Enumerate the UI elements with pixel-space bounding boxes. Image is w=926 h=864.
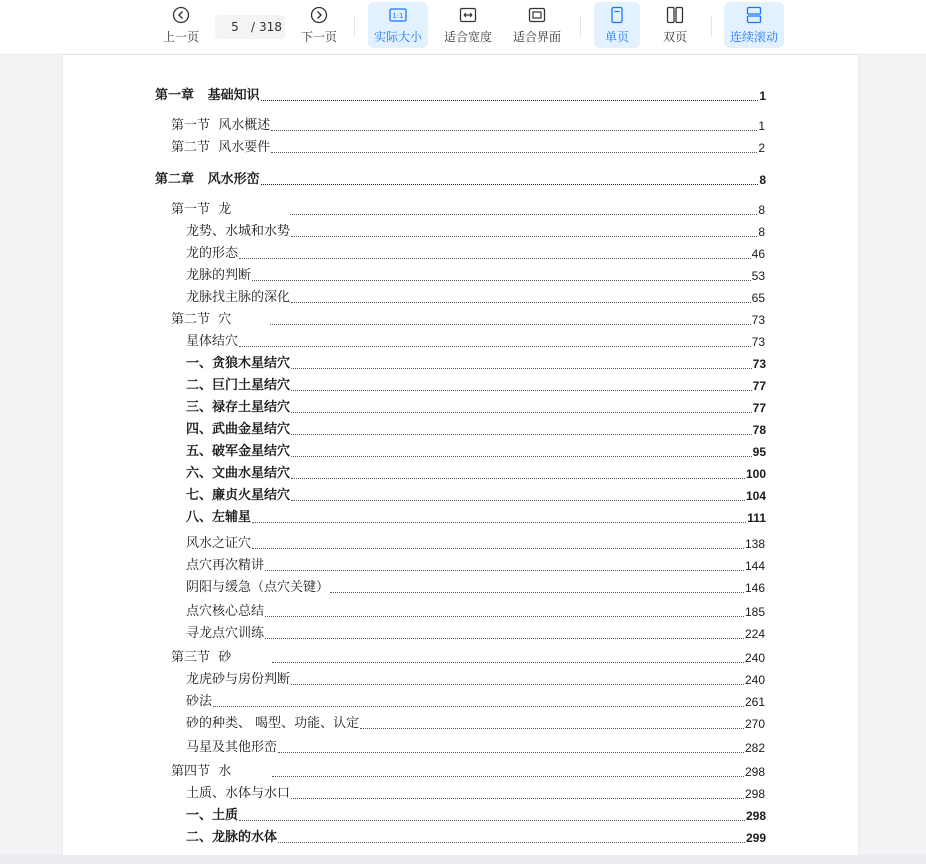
toc-entry-page-number: 1 xyxy=(758,119,765,133)
fit-page-label: 适合界面 xyxy=(512,29,561,44)
toc-entry[interactable] xyxy=(186,422,766,438)
table-of-contents xyxy=(63,55,858,855)
toc-entry-page-number: 78 xyxy=(752,423,766,437)
toc-leader-dots xyxy=(265,637,744,639)
page-separator: / xyxy=(251,20,256,34)
toc-entry-page-number: 2 xyxy=(758,141,765,155)
toc-entry[interactable] xyxy=(171,140,765,156)
toc-entry-page-number: 73 xyxy=(751,335,765,349)
fit-width-icon xyxy=(459,6,477,24)
toc-leader-dots xyxy=(261,183,759,185)
toc-entry-title: 阴阳与缓急（点穴关键） xyxy=(186,580,330,595)
toc-entry-title: 第一节 龙 xyxy=(171,202,232,217)
toc-entry[interactable] xyxy=(171,118,765,134)
toc-entry-page-number: 144 xyxy=(744,559,765,573)
toc-leader-dots xyxy=(330,591,744,593)
toc-entry[interactable] xyxy=(186,378,766,394)
chevron-left-circle-icon xyxy=(172,6,190,24)
toc-entry-page-number: 46 xyxy=(751,247,765,261)
toc-entry-page-number: 77 xyxy=(752,379,766,393)
toc-leader-dots xyxy=(271,151,757,153)
toc-entry-page-number: 100 xyxy=(745,467,766,481)
toc-entry-page-number: 185 xyxy=(744,605,765,619)
toc-leader-dots xyxy=(291,301,751,303)
document-page xyxy=(63,55,858,855)
toolbar-divider xyxy=(580,15,581,37)
toc-leader-dots xyxy=(252,547,744,549)
toc-entry-title: 六、文曲水星结穴 xyxy=(186,466,291,481)
toc-entry-page-number: 8 xyxy=(758,225,765,239)
toc-leader-dots xyxy=(265,569,744,571)
toc-entry[interactable] xyxy=(171,202,765,218)
toc-leader-dots xyxy=(252,521,746,523)
toc-entry-title: 龙脉找主脉的深化 xyxy=(186,290,291,305)
next-page-label: 下一页 xyxy=(300,29,337,44)
toc-entry[interactable] xyxy=(171,650,765,666)
toc-entry[interactable] xyxy=(186,246,765,262)
toc-leader-dots xyxy=(290,213,757,215)
toc-entry-title: 四、武曲金星结穴 xyxy=(186,422,291,437)
toc-entry-page-number: 240 xyxy=(744,651,765,665)
toc-entry-title: 第一章 基础知识 xyxy=(155,88,260,103)
toc-entry-title: 五、破军金星结穴 xyxy=(186,444,291,459)
page-indicator xyxy=(215,15,285,39)
toc-entry-title: 第四节 水 xyxy=(171,764,232,779)
toc-entry[interactable] xyxy=(186,466,766,482)
toc-entry-page-number: 224 xyxy=(744,627,765,641)
page-total: 318 xyxy=(259,20,282,34)
toc-leader-dots xyxy=(291,499,745,501)
toc-entry-title: 寻龙点穴训练 xyxy=(186,626,265,641)
toc-leader-dots xyxy=(291,411,752,413)
toc-entry-title: 砂的种类、 喝型、功能、认定 xyxy=(186,716,360,731)
toc-entry-title: 八、左辅星 xyxy=(186,510,252,525)
single-page-label: 单页 xyxy=(604,29,629,44)
actual-size-label: 实际大小 xyxy=(373,29,422,44)
toc-entry[interactable] xyxy=(186,510,766,526)
double-page-button[interactable] xyxy=(652,2,698,48)
toc-entry-title: 点穴核心总结 xyxy=(186,604,265,619)
prev-page-label: 上一页 xyxy=(162,29,199,44)
toc-leader-dots xyxy=(270,323,750,325)
toc-entry[interactable] xyxy=(186,786,765,802)
toc-leader-dots xyxy=(291,389,752,391)
toc-leader-dots xyxy=(213,705,744,707)
toc-entry-page-number: 298 xyxy=(744,765,765,779)
toc-entry-page-number: 298 xyxy=(744,787,765,801)
toc-leader-dots xyxy=(239,819,745,821)
toc-leader-dots xyxy=(278,841,745,843)
toc-entry-title: 龙虎砂与房份判断 xyxy=(186,672,291,687)
toc-entry-page-number: 1 xyxy=(759,89,766,103)
toc-entry[interactable] xyxy=(186,604,765,620)
double-page-icon xyxy=(666,6,684,24)
toc-entry[interactable] xyxy=(186,334,765,350)
toc-leader-dots xyxy=(272,775,744,777)
toc-entry[interactable] xyxy=(186,626,765,642)
toc-entry-page-number: 282 xyxy=(744,741,765,755)
toc-leader-dots xyxy=(261,99,759,101)
single-page-icon xyxy=(608,6,626,24)
toc-entry[interactable] xyxy=(186,444,766,460)
toc-entry-title: 第一节 风水概述 xyxy=(171,118,271,133)
toc-entry-title: 一、贪狼木星结穴 xyxy=(186,356,291,371)
toc-entry-page-number: 146 xyxy=(744,581,765,595)
fit-page-icon xyxy=(528,6,546,24)
toc-leader-dots xyxy=(291,235,757,237)
toc-entry-title: 第二节 穴 xyxy=(171,312,232,327)
toc-entry-title: 七、廉贞火星结穴 xyxy=(186,488,291,503)
toc-entry[interactable] xyxy=(155,172,766,188)
toc-entry-title: 砂法 xyxy=(186,694,213,709)
toc-entry[interactable] xyxy=(171,312,765,328)
page-number-input[interactable] xyxy=(223,20,247,34)
toc-entry[interactable] xyxy=(186,558,765,574)
toc-entry-title: 龙脉的判断 xyxy=(186,268,252,283)
toc-entry-page-number: 8 xyxy=(759,173,766,187)
toc-entry-title: 第三节 砂 xyxy=(171,650,232,665)
toc-entry[interactable] xyxy=(186,672,765,688)
toc-entry-title: 星体结穴 xyxy=(186,334,239,349)
toc-entry-page-number: 65 xyxy=(751,291,765,305)
toc-entry[interactable] xyxy=(186,716,765,732)
toc-entry-title: 风水之证穴 xyxy=(186,536,252,551)
toc-entry[interactable] xyxy=(186,694,765,710)
toc-entry-page-number: 8 xyxy=(758,203,765,217)
toc-entry[interactable] xyxy=(186,580,765,596)
toc-leader-dots xyxy=(271,129,757,131)
fit-width-label: 适合宽度 xyxy=(443,29,492,44)
viewer-bottom-edge xyxy=(0,855,926,864)
next-page-button[interactable] xyxy=(298,2,340,48)
toc-leader-dots xyxy=(291,477,745,479)
toc-entry-title: 第二节 风水要件 xyxy=(171,140,271,155)
toc-entry-title: 马星及其他形峦 xyxy=(186,740,278,755)
fit-width-button[interactable] xyxy=(440,2,496,48)
toc-leader-dots xyxy=(252,279,751,281)
toc-leader-dots xyxy=(278,751,744,753)
toc-entry-page-number: 299 xyxy=(745,831,766,845)
toc-leader-dots xyxy=(291,797,744,799)
toc-entry-title: 点穴再次精讲 xyxy=(186,558,265,573)
toc-entry[interactable] xyxy=(186,536,765,552)
toc-entry[interactable] xyxy=(186,224,765,240)
toc-entry-page-number: 77 xyxy=(752,401,766,415)
single-page-button[interactable] xyxy=(594,2,640,48)
toc-entry[interactable] xyxy=(186,400,766,416)
toolbar-divider xyxy=(711,15,712,37)
toc-entry-page-number: 53 xyxy=(751,269,765,283)
viewer-toolbar xyxy=(0,0,926,55)
toc-entry[interactable] xyxy=(155,88,766,104)
continuous-scroll-icon xyxy=(745,6,763,24)
toc-entry-title: 二、巨门土星结穴 xyxy=(186,378,291,393)
svg-text:1:1: 1:1 xyxy=(392,11,404,20)
toc-entry-title: 土质、水体与水口 xyxy=(186,786,291,801)
toc-leader-dots xyxy=(291,367,752,369)
toc-entry[interactable] xyxy=(186,488,766,504)
toc-entry-title: 一、土质 xyxy=(186,808,239,823)
continuous-scroll-label: 连续滚动 xyxy=(729,29,778,44)
continuous-scroll-button[interactable] xyxy=(724,2,784,48)
toc-entry-title: 第二章 风水形峦 xyxy=(155,172,260,187)
toc-leader-dots xyxy=(291,433,752,435)
fit-page-button[interactable] xyxy=(509,2,565,48)
toc-leader-dots xyxy=(360,727,744,729)
toc-entry-page-number: 95 xyxy=(752,445,766,459)
prev-page-button[interactable] xyxy=(160,2,202,48)
toc-entry[interactable] xyxy=(186,356,766,372)
toc-entry-title: 龙势、水城和水势 xyxy=(186,224,291,239)
toc-leader-dots xyxy=(291,683,744,685)
toc-entry-page-number: 240 xyxy=(744,673,765,687)
actual-size-button[interactable] xyxy=(368,2,428,48)
double-page-label: 双页 xyxy=(662,29,687,44)
toc-entry[interactable] xyxy=(186,268,765,284)
chevron-right-circle-icon xyxy=(310,6,328,24)
toc-entry-title: 龙的形态 xyxy=(186,246,239,261)
toc-entry-page-number: 111 xyxy=(747,511,766,525)
toc-entry-title: 二、龙脉的水体 xyxy=(186,830,278,845)
toc-entry[interactable] xyxy=(186,290,765,306)
toc-entry-page-number: 73 xyxy=(751,313,765,327)
toc-leader-dots xyxy=(239,345,751,347)
toc-entry[interactable] xyxy=(171,764,765,780)
toc-entry-page-number: 298 xyxy=(745,809,766,823)
toc-entry-page-number: 138 xyxy=(744,537,765,551)
toc-leader-dots xyxy=(239,257,751,259)
toc-leader-dots xyxy=(265,615,744,617)
toc-entry-page-number: 73 xyxy=(752,357,766,371)
toolbar-divider xyxy=(354,15,355,37)
toc-leader-dots xyxy=(291,455,752,457)
toc-entry-page-number: 104 xyxy=(745,489,766,503)
toc-entry[interactable] xyxy=(186,740,765,756)
toc-leader-dots xyxy=(272,661,744,663)
toc-entry-title: 三、禄存土星结穴 xyxy=(186,400,291,415)
actual-size-icon xyxy=(389,6,407,24)
toc-entry-page-number: 270 xyxy=(744,717,765,731)
toc-entry[interactable] xyxy=(186,830,766,846)
toc-entry-page-number: 261 xyxy=(744,695,765,709)
toc-entry[interactable] xyxy=(186,808,766,824)
